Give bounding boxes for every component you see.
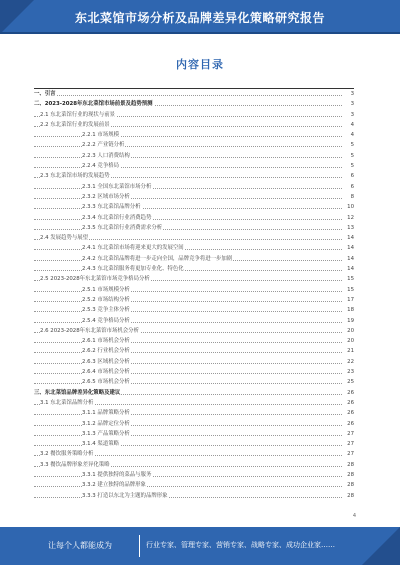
report-header-banner bbox=[0, 0, 400, 34]
toc-entry-page: 3 bbox=[350, 110, 354, 120]
toc-entry-page: 14 bbox=[346, 254, 354, 264]
toc-entry-page: 28 bbox=[346, 491, 354, 501]
toc-entry[interactable] bbox=[34, 429, 354, 439]
toc-entry-page: 3 bbox=[350, 99, 354, 109]
toc-entry-page: 20 bbox=[346, 336, 354, 346]
toc-entry-title: 三、东北菜馆品牌差异化策略及建议 bbox=[34, 388, 121, 398]
toc-entry-title: 2.1 东北菜馆行业的现状与前景 bbox=[40, 110, 116, 120]
toc-entry[interactable] bbox=[34, 161, 354, 171]
toc-entry[interactable] bbox=[34, 388, 354, 398]
toc-entry[interactable] bbox=[34, 233, 354, 243]
toc-entry[interactable] bbox=[34, 398, 354, 408]
toc-entry[interactable] bbox=[34, 99, 354, 109]
toc-entry-page: 18 bbox=[346, 305, 354, 315]
toc-entry-page: 15 bbox=[346, 285, 354, 295]
toc-entry[interactable] bbox=[34, 470, 354, 480]
toc-entry-title: 一、引言 bbox=[34, 89, 57, 99]
toc-entry-title: 2.3.5 东北菜馆行业消费需求分析 bbox=[82, 223, 163, 233]
toc-entry-page: 6 bbox=[350, 182, 354, 192]
toc-entry[interactable] bbox=[34, 192, 354, 202]
toc-entry-page: 19 bbox=[346, 316, 354, 326]
toc-entry[interactable] bbox=[34, 305, 354, 315]
toc-entry-page: 21 bbox=[346, 346, 354, 356]
toc-entry-page: 17 bbox=[346, 295, 354, 305]
toc-entry-page: 5 bbox=[350, 151, 354, 161]
toc-dot-leader bbox=[34, 322, 342, 323]
toc-dot-leader bbox=[34, 301, 342, 302]
toc-entry[interactable] bbox=[34, 130, 354, 140]
toc-entry[interactable] bbox=[34, 460, 354, 470]
toc-dot-leader bbox=[34, 136, 342, 137]
toc-entry-page: 4 bbox=[350, 120, 354, 130]
header-rule bbox=[0, 32, 400, 34]
toc-entry[interactable] bbox=[34, 336, 354, 346]
toc-entry-title: 2.3.2 区域市场分析 bbox=[82, 192, 131, 202]
toc-entry[interactable] bbox=[34, 449, 354, 459]
toc-entry[interactable] bbox=[34, 213, 354, 223]
toc-entry-title: 3.1 东北菜馆品牌分析 bbox=[40, 398, 94, 408]
toc-entry-title: 2.2.1 市场规模 bbox=[82, 130, 120, 140]
toc-entry-page: 27 bbox=[346, 439, 354, 449]
toc-entry-title: 2.4.1 东北菜馆市场将迎来更大的发展空间 bbox=[82, 243, 185, 253]
toc-entry[interactable] bbox=[34, 88, 354, 99]
toc-entry-title: 2.5.4 竞争格局分析 bbox=[82, 316, 131, 326]
toc-entry[interactable] bbox=[34, 295, 354, 305]
toc-entry[interactable] bbox=[34, 171, 354, 181]
toc-entry[interactable] bbox=[34, 274, 354, 284]
toc-entry-page: 27 bbox=[346, 429, 354, 439]
toc-entry-page: 10 bbox=[346, 202, 354, 212]
toc-entry[interactable] bbox=[34, 243, 354, 253]
toc-entry[interactable] bbox=[34, 264, 354, 274]
toc-entry-page: 23 bbox=[346, 367, 354, 377]
toc-entry-page: 28 bbox=[346, 480, 354, 490]
toc-entry[interactable] bbox=[34, 408, 354, 418]
toc-entry[interactable] bbox=[34, 419, 354, 429]
toc-entry-title: 2.3.3 东北菜馆品牌分析 bbox=[82, 202, 142, 212]
toc-dot-leader bbox=[34, 229, 342, 230]
toc-entry-title: 2.5.2 市场结构分析 bbox=[82, 295, 131, 305]
toc-entry-title: 3.1.4 渠道策略 bbox=[82, 439, 120, 449]
toc-entry-title: 2.5 2023-2028年东北菜馆市场竞争格局分析 bbox=[40, 274, 151, 284]
trailing-page-number: 4 bbox=[352, 513, 356, 519]
toc-dot-leader bbox=[34, 383, 342, 384]
toc-entry-title: 2.2.3 人口消费结构 bbox=[82, 151, 131, 161]
table-of-contents bbox=[34, 88, 354, 501]
toc-entry[interactable] bbox=[34, 140, 354, 150]
toc-entry-title: 2.5.1 市场规模分析 bbox=[82, 285, 131, 295]
toc-entry[interactable] bbox=[34, 377, 354, 387]
toc-entry-title: 2.6.2 行业机会分析 bbox=[82, 346, 131, 356]
toc-entry-page: 3 bbox=[350, 89, 354, 99]
toc-entry-title: 3.3.3 打造以东北为主题的品牌形象 bbox=[82, 491, 169, 501]
toc-dot-leader bbox=[34, 497, 342, 498]
toc-entry[interactable] bbox=[34, 480, 354, 490]
toc-entry-page: 14 bbox=[346, 233, 354, 243]
toc-entry-title: 3.2 餐饮服务策略分析 bbox=[40, 449, 94, 459]
toc-entry[interactable] bbox=[34, 223, 354, 233]
toc-dot-leader bbox=[34, 476, 342, 477]
toc-entry-title: 2.2.4 竞争格局 bbox=[82, 161, 120, 171]
toc-dot-leader bbox=[34, 486, 342, 487]
toc-dot-leader bbox=[34, 445, 342, 446]
toc-dot-leader bbox=[34, 352, 342, 353]
toc-entry[interactable] bbox=[34, 285, 354, 295]
toc-entry-page: 25 bbox=[346, 377, 354, 387]
toc-heading: 内容目录 bbox=[176, 58, 224, 71]
toc-entry-page: 12 bbox=[346, 213, 354, 223]
toc-entry[interactable] bbox=[34, 120, 354, 130]
toc-dot-leader bbox=[34, 157, 342, 158]
toc-dot-leader bbox=[34, 219, 342, 220]
toc-entry-title: 3.1.1 品牌策略分析 bbox=[82, 408, 131, 418]
toc-entry-page: 5 bbox=[350, 140, 354, 150]
toc-entry-title: 2.3 东北菜馆市场的发展趋势 bbox=[40, 171, 111, 181]
toc-entry-page: 8 bbox=[350, 192, 354, 202]
toc-entry-title: 2.2.2 产业链分析 bbox=[82, 140, 125, 150]
toc-dot-leader bbox=[34, 270, 342, 271]
toc-entry-page: 15 bbox=[346, 274, 354, 284]
toc-dot-leader bbox=[34, 95, 342, 96]
toc-entry-title: 2.2 东北菜馆行业的发展前景 bbox=[40, 120, 111, 130]
footer-divider bbox=[139, 535, 140, 557]
toc-entry-title: 2.6 2023-2028年东北菜馆市场机会分析 bbox=[40, 326, 140, 336]
toc-entry[interactable] bbox=[34, 182, 354, 192]
toc-entry[interactable] bbox=[34, 316, 354, 326]
toc-entry[interactable] bbox=[34, 367, 354, 377]
footer-slogan: 让每个人都能成为 bbox=[48, 541, 112, 550]
toc-entry-page: 28 bbox=[346, 470, 354, 480]
report-title: 东北菜馆市场分析及品牌差异化策略研究报告 bbox=[74, 11, 325, 25]
toc-entry-page: 14 bbox=[346, 264, 354, 274]
toc-entry-page: 5 bbox=[350, 161, 354, 171]
toc-entry-title: 2.4.3 东北菜馆服务将更加专业化、特色化 bbox=[82, 264, 185, 274]
toc-entry-title: 2.6.1 市场机会分析 bbox=[82, 336, 131, 346]
toc-dot-leader bbox=[34, 188, 342, 189]
toc-entry-title: 3.3.2 建立独特的品牌形象 bbox=[82, 480, 147, 490]
toc-dot-leader bbox=[34, 342, 342, 343]
toc-dot-leader bbox=[34, 146, 342, 147]
toc-entry-title: 3.1.2 品牌定位分析 bbox=[82, 419, 131, 429]
toc-entry-page: 26 bbox=[346, 388, 354, 398]
footer-corner-decoration bbox=[362, 527, 400, 565]
toc-entry-title: 3.3 餐饮品牌形象差异化策略 bbox=[40, 460, 111, 470]
toc-entry-page: 4 bbox=[350, 130, 354, 140]
toc-entry-page: 28 bbox=[346, 460, 354, 470]
toc-entry[interactable] bbox=[34, 202, 354, 212]
toc-dot-leader bbox=[34, 291, 342, 292]
toc-dot-leader bbox=[34, 311, 342, 312]
toc-entry[interactable] bbox=[34, 110, 354, 120]
toc-dot-leader bbox=[34, 414, 342, 415]
toc-dot-leader bbox=[34, 425, 342, 426]
toc-entry[interactable] bbox=[34, 254, 354, 264]
toc-entry-page: 20 bbox=[346, 326, 354, 336]
toc-entry-page: 14 bbox=[346, 243, 354, 253]
toc-entry-title: 2.4 发展趋势与展望 bbox=[40, 233, 89, 243]
toc-entry-title: 3.3.1 提供独特的菜品与服务 bbox=[82, 470, 152, 480]
toc-entry[interactable] bbox=[34, 346, 354, 356]
toc-entry-title: 2.3.4 东北菜馆行业消费趋势 bbox=[82, 213, 152, 223]
toc-entry[interactable] bbox=[34, 326, 354, 336]
toc-entry[interactable] bbox=[34, 357, 354, 367]
toc-entry[interactable] bbox=[34, 491, 354, 501]
footer-banner bbox=[0, 527, 400, 565]
toc-entry-title: 2.6.5 市场机会分析 bbox=[82, 377, 131, 387]
toc-entry-title: 2.5.3 竞争主体分析 bbox=[82, 305, 131, 315]
toc-entry-page: 26 bbox=[346, 408, 354, 418]
toc-entry-page: 13 bbox=[346, 223, 354, 233]
toc-entry-title: 2.6.3 区域机会分析 bbox=[82, 357, 131, 367]
toc-dot-leader bbox=[34, 435, 342, 436]
toc-entry[interactable] bbox=[34, 151, 354, 161]
toc-dot-leader bbox=[34, 208, 342, 209]
footer-roles: 行业专家、管理专家、营销专家、战略专家、成功企业家…… bbox=[146, 541, 335, 549]
toc-entry-title: 2.3.1 全国东北菜馆市场分析 bbox=[82, 182, 152, 192]
toc-entry-title: 2.4.2 东北菜馆品牌将进一步走向全国，品牌竞争将进一步加剧 bbox=[82, 254, 233, 264]
toc-entry-title: 3.1.3 产品策略分析 bbox=[82, 429, 131, 439]
toc-entry-page: 6 bbox=[350, 171, 354, 181]
toc-entry-page: 22 bbox=[346, 357, 354, 367]
toc-entry-page: 26 bbox=[346, 419, 354, 429]
toc-dot-leader bbox=[34, 249, 342, 250]
toc-dot-leader bbox=[34, 373, 342, 374]
toc-entry[interactable] bbox=[34, 439, 354, 449]
toc-dot-leader bbox=[34, 363, 342, 364]
toc-entry-page: 27 bbox=[346, 449, 354, 459]
toc-dot-leader bbox=[34, 198, 342, 199]
toc-entry-page: 26 bbox=[346, 398, 354, 408]
toc-entry-title: 二、2023-2028年东北菜馆市场前景及趋势预测 bbox=[34, 99, 154, 109]
toc-entry-title: 2.6.4 市场机会分析 bbox=[82, 367, 131, 377]
toc-dot-leader bbox=[34, 167, 342, 168]
